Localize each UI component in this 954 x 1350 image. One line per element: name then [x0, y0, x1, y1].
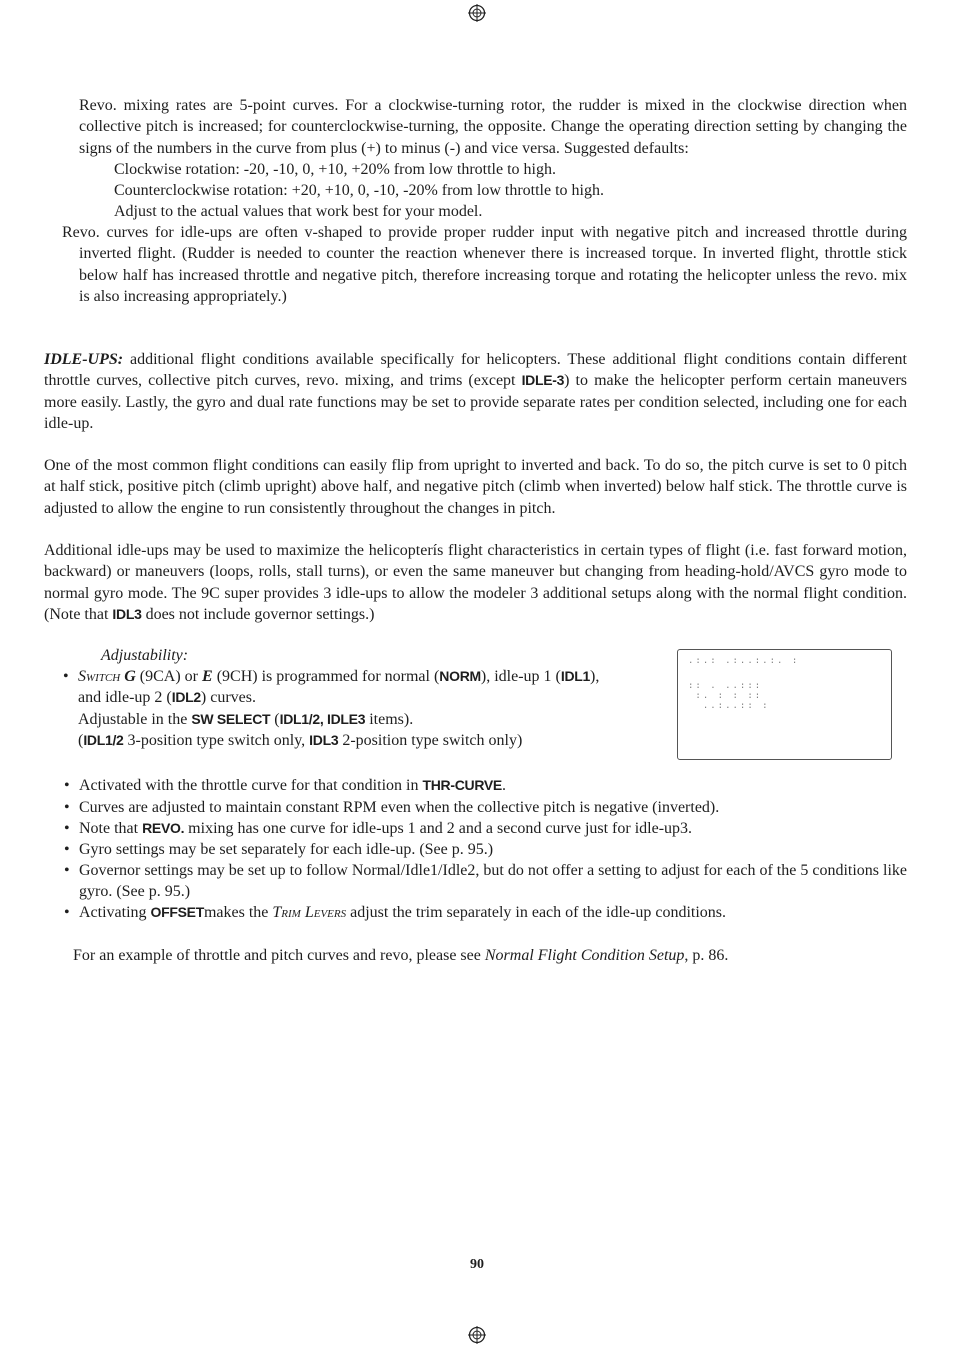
bullet-offset: • Activating OFFSETmakes the Trim Levers adjust the trim separately in each of the idle-up conditions.	[64, 904, 727, 921]
bullet-gyro: • Gyro settings may be set separately for each idle-up. (See p. 95.)	[64, 841, 494, 858]
example-reference: For an example of throttle and pitch curves and revo, please see Normal Flight Condition Setup, p. 86.	[73, 947, 729, 964]
registration-mark-icon	[468, 4, 486, 22]
bullet-revo-note: • Note that REVO. mixing has one curve for idle-ups 1 and 2 and a second curve just for idle-up3.	[64, 820, 693, 837]
bullet-constant-rpm: • Curves are adjusted to maintain constant RPM even when the collective pitch is negative (inverted).	[64, 799, 720, 816]
bullet-throttle-curve: • Activated with the throttle curve for that condition in THR-CURVE.	[64, 777, 506, 794]
idle-ups-paragraph: IDLE-UPS: additional flight conditions available specifically for helicopters. These additional flight conditions contain different throttle curves, collective pitch curves, revo. mixing, and trims (except IDLE-3) to make the helicopter perform certain maneuvers more easily. Lastly, the gyro and dual rate functions may be set to provide separate rates per condition selected, including one for each idle-up.	[44, 351, 908, 432]
registration-mark-icon	[468, 1326, 486, 1344]
clockwise-defaults: Clockwise rotation: -20, -10, 0, +10, +20% from low throttle to high.	[114, 161, 556, 178]
adjustability-label: Adjustability:	[101, 647, 189, 664]
counterclockwise-defaults: Counterclockwise rotation: +20, +10, 0, -10, -20% from low throttle to high.	[114, 182, 604, 199]
page-number: 90	[470, 1257, 484, 1272]
revo-idleups-paragraph: Revo. curves for idle-ups are often v-shaped to provide proper rudder input with negative pitch and increased throttle during inverted flight. (Rudder is needed to counter the reaction whenever there is increased torque. In inverted flight, throttle stick below half has increased throttle and negative pitch, therefore increasing torque and rotating the helicopter unless the revo. mix is also increasing appropriately.)	[62, 224, 907, 305]
lcd-screen-illustration	[677, 649, 892, 760]
additional-idleups-paragraph: Additional idle-ups may be used to maximize the helicopterís flight characteristics in certain types of flight (i.e. fast forward motion, backward) or maneuvers (loops, rolls, stall turns), or even the same maneuver but changing from heading-hold/AVCS gyro mode to normal gyro mode. The 9C super provides 3 idle-ups to allow the modeler 3 additional setups along with the normal flight condition. (Note that IDL3 does not include governor settings.)	[44, 542, 907, 623]
example-link-title: Normal Flight Condition Setup	[484, 947, 685, 964]
switch-word: Switch	[78, 668, 121, 685]
revo-rates-paragraph: Revo. mixing rates are 5-point curves. For a clockwise-turning rotor, the rudder is mixed in the clockwise direction when collective pitch is increased; for counterclockwise-turning, the opposite. Change the operating direction setting by changing the signs of the numbers in the curve from plus (+) to minus (-) and vice versa. Suggested defaults:	[79, 97, 907, 157]
bullet-governor: • Governor settings may be set up to follow Normal/Idle1/Idle2, but do not offer a setting to adjust for each of the 5 conditions like gyro. (See p. 95.)	[64, 862, 907, 901]
lcd-condition-rows: :: . ..::: :. : : :: ..:..:: :	[688, 681, 770, 711]
idle-ups-heading: IDLE-UPS:	[44, 351, 124, 368]
adjust-note: Adjust to the actual values that work best for your model.	[114, 203, 483, 220]
switch-description: • Switch G (9CA) or E (9CH) is programmed for normal (NORM), idle-up 1 (IDL1), and idle-up 2 (IDL2) curves. Adjustable in the SW SELECT (IDL1/2, IDLE3 items). (IDL1/2 3-position type switch only, IDL3 2-position type switch only)	[63, 668, 600, 749]
idl3-keyword: IDL3	[112, 605, 142, 622]
idle-3-keyword: IDLE-3	[521, 372, 565, 389]
flip-paragraph: One of the most common flight conditions can easily flip from upright to inverted and back. To do so, the pitch curve is set to 0 pitch at half stick, positive pitch (climb upright) above half, and negative pitch (climb when inverted) below half stick. The throttle curve is adjusted to allow the engine to run consistently throughout the changes in pitch.	[44, 457, 907, 517]
lcd-title-row: .:.: .:..:.:. :	[688, 656, 800, 666]
